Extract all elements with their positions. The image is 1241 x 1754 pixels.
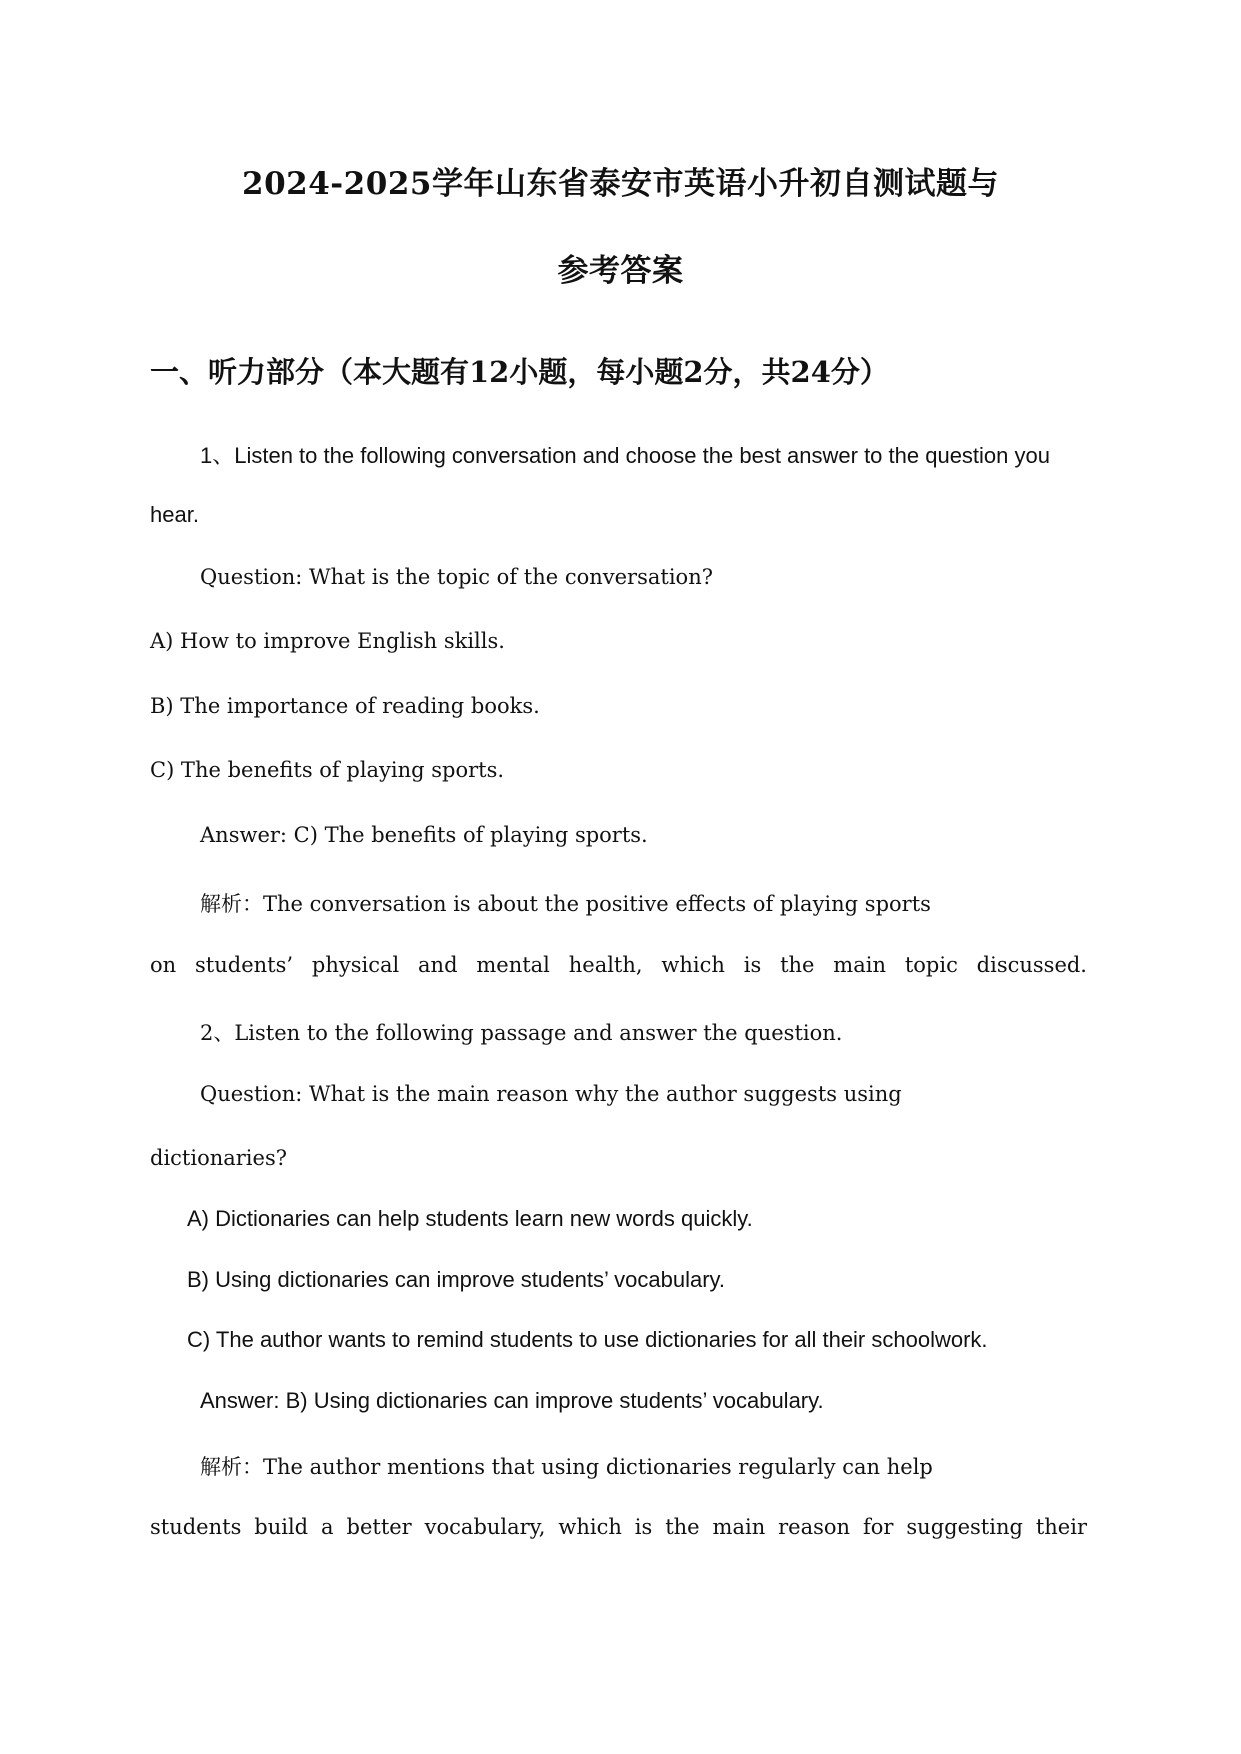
q1-answer: Answer: C) The benefits of playing sports.	[200, 823, 648, 847]
document-title-line1: 2024-2025学年山东省泰安市英语小升初自测试题与	[242, 166, 999, 202]
q2-option-c: C) The author wants to remind students to use dictionaries for all their schoolwork.	[187, 1327, 988, 1352]
q2-question-line1: Question: What is the main reason why the author suggests using	[200, 1082, 902, 1106]
q1-prompt-line2: hear.	[150, 502, 199, 527]
q1-option-b: B) The importance of reading books.	[150, 694, 540, 718]
q1-question: Question: What is the topic of the conversation?	[200, 565, 713, 589]
q2-prompt: 2、Listen to the following passage and answer the question.	[200, 1021, 843, 1045]
q1-analysis-line2: on students’ physical and mental health, which is the main topic discussed.	[150, 953, 1087, 977]
q2-option-a: A) Dictionaries can help students learn new words quickly.	[187, 1206, 753, 1231]
q2-answer: Answer: B) Using dictionaries can improve students’ vocabulary.	[200, 1388, 824, 1413]
section-heading-listening: 一、听力部分（本大题有12小题，每小题2分，共24分）	[150, 355, 889, 389]
q2-option-b: B) Using dictionaries can improve students’ vocabulary.	[187, 1267, 726, 1292]
q1-option-c: C) The benefits of playing sports.	[150, 758, 505, 782]
document-title-line2: 参考答案	[557, 253, 684, 289]
q1-option-a: A) How to improve English skills.	[150, 629, 505, 653]
q2-question-line2: dictionaries?	[150, 1146, 287, 1170]
q1-prompt-line1: 1、Listen to the following conversation and choose the best answer to the question you	[200, 443, 1050, 468]
q1-analysis-line1: 解析：The conversation is about the positive effects of playing sports	[200, 892, 931, 916]
q2-analysis-line1: 解析：The author mentions that using dictionaries regularly can help	[200, 1455, 933, 1479]
q2-analysis-line2: students build a better vocabulary, which is the main reason for suggesting their	[150, 1515, 1087, 1539]
